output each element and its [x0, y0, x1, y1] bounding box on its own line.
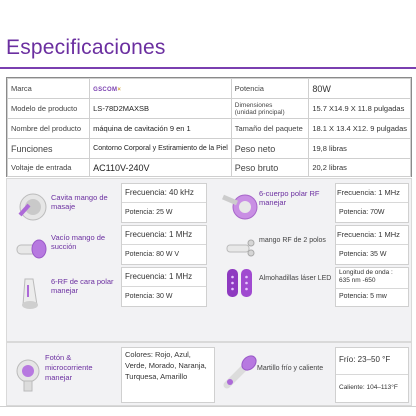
attachments-panel: [6, 178, 412, 342]
laser-wavelength: Longitud de onda : 635 nm -650: [339, 269, 393, 284]
spec-key: Peso bruto: [231, 159, 309, 177]
vacio-power: Potencia: 80 W V: [125, 251, 180, 258]
vacio-label: Vacío mango de succión: [51, 233, 106, 251]
cavita-power: Potencia: 25 W: [125, 209, 173, 216]
rf-face-handle-image: [15, 275, 49, 311]
spec-value: Contorno Corporal y Estiramiento de la Piel: [90, 139, 232, 159]
hammer-hot: Caliente: 104–113°F: [339, 384, 398, 391]
hammer-cold: Frío: 23–50 °F: [339, 355, 391, 364]
rf-face-label: 6-RF de cara polar manejar: [51, 277, 114, 295]
cavita-label: Cavita mango de masaje: [51, 193, 108, 211]
spec-row-funciones: [8, 139, 411, 159]
spec-key: Peso neto: [231, 139, 309, 159]
bottom-panel: [6, 342, 412, 406]
spec-key: Marca: [8, 79, 90, 99]
spec-key: Dimensiones (unidad principal): [231, 99, 309, 119]
page-title: Especificaciones: [6, 36, 166, 59]
hammer-handle-image: [221, 351, 261, 391]
spec-value: LS-78D2MAXSB: [90, 99, 232, 119]
foton-label: Fotón & microcorriente manejar: [45, 353, 93, 382]
spec-row-modelo: [8, 99, 411, 119]
foton-colors: Colores: Rojo, Azul, Verde, Morado, Naranja, Turquesa, Amarillo: [125, 350, 207, 381]
cavita-frequency: Frecuencia: 40 kHz: [125, 188, 194, 197]
spec-row-voltaje: [8, 159, 411, 177]
rf-2pole-power: Potencia: 35 W: [339, 251, 387, 258]
rf-2pole-frequency: Frecuencia: 1 MHz: [337, 230, 400, 239]
spec-key: Tamaño del paquete: [231, 119, 309, 139]
spec-key: Funciones: [8, 139, 90, 159]
rf-body-handle-image: [221, 187, 259, 223]
spec-key: Voltaje de entrada: [8, 159, 90, 177]
spec-value: 18.1 X 13.4 X12. 9 pulgadas: [309, 119, 411, 139]
spec-value: máquina de cavitación 9 en 1: [90, 119, 232, 139]
spec-value: 80W: [309, 79, 411, 99]
rf-body-label: 6-cuerpo polar RF manejar: [259, 189, 320, 207]
spec-key: Modelo de producto: [8, 99, 90, 119]
vacio-handle-image: [15, 233, 49, 265]
hammer-label: Martillo frío y caliente: [257, 365, 324, 372]
rf-2pole-handle-image: [223, 231, 257, 263]
spec-key: Nombre del producto: [8, 119, 90, 139]
rf-face-power: Potencia: 30 W: [125, 293, 173, 300]
foton-handle-image: [13, 357, 43, 393]
spec-value: 20,2 libras: [309, 159, 411, 177]
spec-row-nombre: [8, 119, 411, 139]
spec-row-marca: [8, 79, 411, 99]
brand-logo: GSCOM×: [90, 79, 232, 99]
spec-key: Potencia: [231, 79, 309, 99]
title-divider: [0, 67, 416, 69]
spec-table: [6, 77, 412, 177]
laser-pads-image: [221, 267, 259, 299]
rf-body-power: Potencia: 70W: [339, 209, 385, 216]
spec-value: AC110V-240V: [90, 159, 232, 177]
spec-value: 19,8 libras: [309, 139, 411, 159]
rf-2pole-label: mango RF de 2 polos: [259, 237, 326, 244]
rf-body-frequency: Frecuencia: 1 MHz: [337, 188, 400, 197]
bottom-divider: [0, 406, 416, 407]
cavita-handle-image: [15, 189, 49, 223]
vacio-frequency: Frecuencia: 1 MHz: [125, 230, 193, 239]
laser-power: Potencia: 5 mw: [339, 293, 387, 300]
laser-pads-label: Almohadillas láser LED: [259, 275, 332, 282]
spec-value: 15.7 X14.9 X 11.8 pulgadas: [309, 99, 411, 119]
rf-face-frequency: Frecuencia: 1 MHz: [125, 272, 193, 281]
